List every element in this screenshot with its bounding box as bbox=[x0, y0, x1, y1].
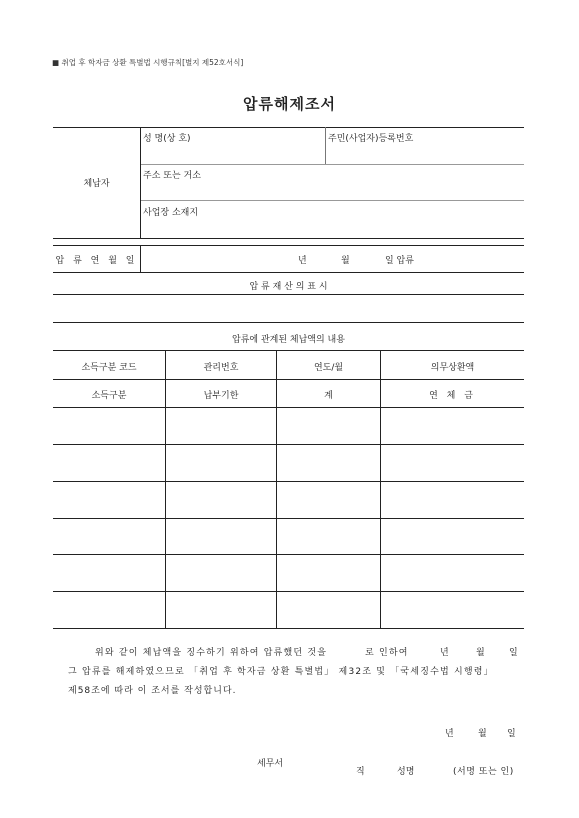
col-income-type-header: 소득구분 bbox=[91, 391, 127, 401]
rule-name-bottom bbox=[141, 164, 524, 165]
table-cell[interactable] bbox=[53, 519, 165, 554]
business-location-label: 사업장 소재지 bbox=[143, 208, 199, 218]
table-cell[interactable] bbox=[381, 592, 524, 627]
tax-office-label: 세무서 bbox=[257, 759, 284, 769]
date-month: 월 bbox=[478, 729, 487, 739]
table-cell[interactable] bbox=[277, 519, 380, 554]
rule-address-bottom bbox=[141, 200, 524, 201]
arrears-label: 압류에 관계된 체납액의 내용 bbox=[232, 335, 345, 345]
table-row-divider bbox=[53, 444, 524, 445]
seized-property-field[interactable] bbox=[53, 296, 524, 320]
debtor-label: 체납자 bbox=[83, 179, 110, 189]
table-row-divider bbox=[53, 481, 524, 482]
statement-cause: 로 인하여 bbox=[365, 648, 409, 658]
rule-date-divider bbox=[140, 245, 141, 272]
rule-property-bottom bbox=[53, 322, 524, 323]
table-cell[interactable] bbox=[381, 482, 524, 517]
table-cell[interactable] bbox=[381, 408, 524, 443]
table-cell[interactable] bbox=[277, 408, 380, 443]
id-number-field[interactable] bbox=[328, 143, 522, 161]
table-cell[interactable] bbox=[381, 445, 524, 480]
table-row-divider bbox=[53, 518, 524, 519]
address-field[interactable] bbox=[143, 180, 522, 198]
table-cell[interactable] bbox=[277, 592, 380, 627]
table-cell[interactable] bbox=[381, 555, 524, 590]
table-cell[interactable] bbox=[53, 445, 165, 480]
id-number-label: 주민(사업자)등록번호 bbox=[328, 134, 414, 144]
rule-table-bottom bbox=[53, 628, 524, 629]
date-year: 년 bbox=[445, 729, 454, 739]
rule-top bbox=[53, 127, 524, 128]
rule-debtor-bottom bbox=[53, 238, 524, 239]
table-cell[interactable] bbox=[53, 592, 165, 627]
seized-property-label: 압 류 재 산 의 표 시 bbox=[249, 282, 328, 292]
rule-name-divider bbox=[325, 127, 326, 164]
table-cell[interactable] bbox=[53, 408, 165, 443]
table-cell[interactable] bbox=[53, 482, 165, 517]
page-title: 압류해제조서 bbox=[243, 95, 336, 113]
table-cell[interactable] bbox=[166, 482, 276, 517]
official-name-label: 성명 bbox=[397, 767, 415, 777]
statement-line-2: 그 압류를 해제하였으므로 「취업 후 학자금 상환 특별법」 제32조 및 「국세징수법 시행령」 bbox=[68, 667, 494, 677]
statement-day: 일 bbox=[509, 648, 518, 658]
rule-property-top bbox=[53, 294, 524, 295]
seizure-day: 일 압류 bbox=[385, 256, 414, 266]
col-late-fee-header: 연 체 금 bbox=[429, 391, 476, 401]
table-cell[interactable] bbox=[277, 555, 380, 590]
date-day: 일 bbox=[507, 729, 516, 739]
form-header-note: ■ 취업 후 학자금 상환 특별법 시행규칙[별지 제52호서식] bbox=[52, 58, 244, 67]
col-due-date-header: 납부기한 bbox=[203, 391, 239, 401]
statement-line-3: 제58조에 따라 이 조서를 작성합니다. bbox=[68, 686, 237, 696]
statement-year: 년 bbox=[440, 648, 449, 658]
statement-month: 월 bbox=[476, 648, 485, 658]
signature-field[interactable] bbox=[440, 758, 520, 778]
address-label: 주소 또는 거소 bbox=[143, 171, 201, 181]
table-cell[interactable] bbox=[166, 445, 276, 480]
rule-date-bottom bbox=[53, 272, 524, 273]
table-cell[interactable] bbox=[277, 482, 380, 517]
table-cell[interactable] bbox=[277, 445, 380, 480]
col-income-code-header: 소득구분 코드 bbox=[81, 363, 137, 373]
rule-header-mid bbox=[53, 379, 524, 380]
name-label: 성 명(상 호) bbox=[143, 134, 191, 144]
table-row-divider bbox=[53, 554, 524, 555]
table-cell[interactable] bbox=[381, 519, 524, 554]
seizure-month: 월 bbox=[341, 256, 350, 266]
statement-line-1: 위와 같이 체납액을 징수하기 위하여 압류했던 것을 bbox=[95, 648, 328, 658]
table-cell[interactable] bbox=[166, 408, 276, 443]
position-label: 직 bbox=[356, 767, 365, 777]
name-field[interactable] bbox=[143, 143, 323, 161]
table-cell[interactable] bbox=[53, 555, 165, 590]
seizure-date-label: 압 류 연 월 일 bbox=[55, 256, 138, 266]
col-total-header: 계 bbox=[324, 391, 333, 401]
seizure-year: 년 bbox=[298, 256, 307, 266]
rule-debtor-divider bbox=[140, 127, 141, 238]
business-location-field[interactable] bbox=[143, 217, 522, 235]
table-row-divider bbox=[53, 591, 524, 592]
table-cell[interactable] bbox=[166, 592, 276, 627]
col-repayment-header: 의무상환액 bbox=[430, 363, 475, 373]
table-cell[interactable] bbox=[166, 519, 276, 554]
signature-seal-label: (서명 또는 인) bbox=[453, 767, 514, 777]
seizure-date-field[interactable] bbox=[142, 247, 522, 270]
col-management-no-header: 관리번호 bbox=[203, 363, 239, 373]
table-cell[interactable] bbox=[166, 555, 276, 590]
rule-date-top bbox=[53, 245, 524, 246]
rule-table-top bbox=[53, 350, 524, 351]
col-year-month-header: 연도/월 bbox=[313, 363, 344, 373]
